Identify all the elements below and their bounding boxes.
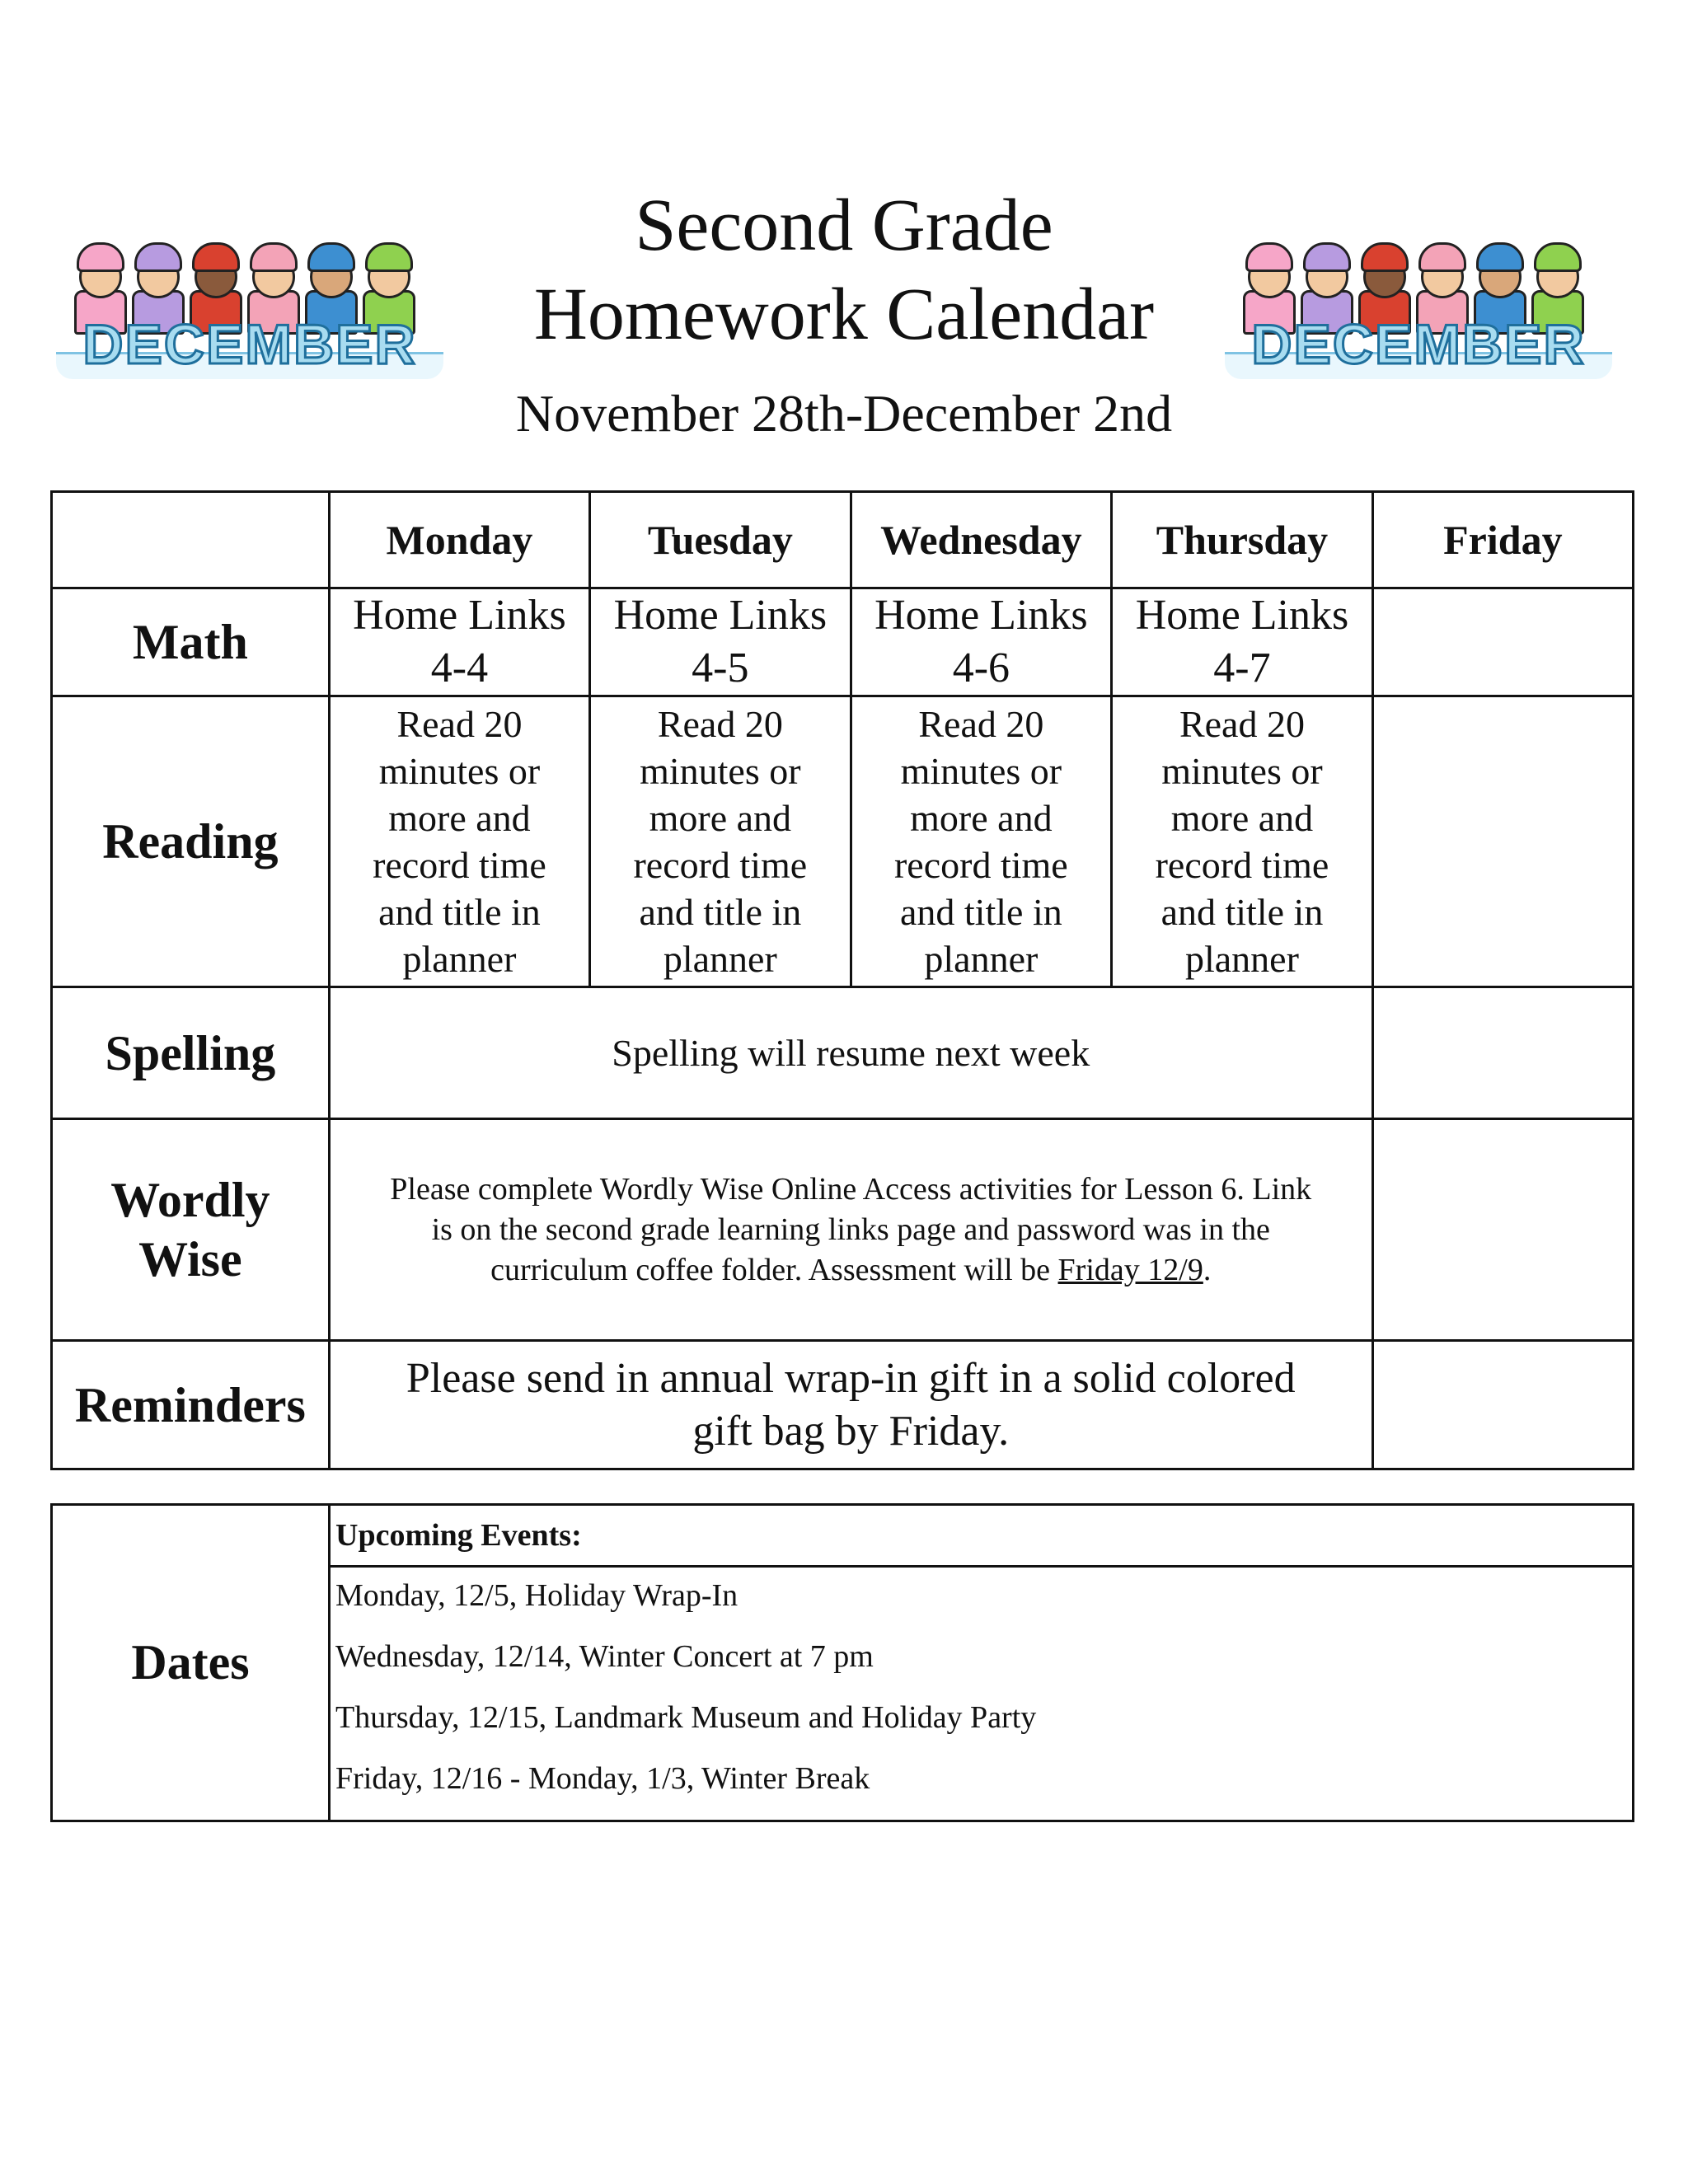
december-word-art: DECEMBER bbox=[82, 313, 417, 376]
upcoming-events-heading: Upcoming Events: bbox=[330, 1505, 1634, 1567]
day-header-friday: Friday bbox=[1372, 492, 1633, 588]
page-title bbox=[0, 181, 1688, 359]
event-list bbox=[330, 1567, 1634, 1821]
spelling-row bbox=[52, 987, 1634, 1119]
reading-cell-monday: Read 20 minutes or more and record time and title in planner bbox=[329, 696, 589, 987]
wordly-wise-row bbox=[52, 1119, 1634, 1341]
row-label-dates: Dates bbox=[52, 1505, 330, 1821]
reading-row bbox=[52, 696, 1634, 987]
day-header-tuesday: Tuesday bbox=[590, 492, 851, 588]
upcoming-dates-table bbox=[50, 1503, 1634, 1822]
reminders-cell-friday bbox=[1372, 1341, 1633, 1469]
math-cell-thursday: Home Links 4-7 bbox=[1112, 588, 1373, 696]
day-header-wednesday: Wednesday bbox=[851, 492, 1112, 588]
wordly-wise-cell-friday bbox=[1372, 1119, 1633, 1341]
math-cell-tuesday: Home Links 4-5 bbox=[590, 588, 851, 696]
math-cell-monday: Home Links 4-4 bbox=[329, 588, 589, 696]
december-word-art: DECEMBER bbox=[1251, 313, 1586, 376]
day-header-thursday: Thursday bbox=[1112, 492, 1373, 588]
row-label-reminders: Reminders bbox=[52, 1341, 330, 1469]
title-line-2: Homework Calendar bbox=[533, 274, 1155, 355]
wordly-wise-note: Please complete Wordly Wise Online Access activities for Lesson 6. Link is on the second grade learning links page and password was in the curriculum coffee folder. Assessment will be Friday 12/9. bbox=[329, 1119, 1372, 1341]
reading-cell-tuesday: Read 20 minutes or more and record time and title in planner bbox=[590, 696, 851, 987]
list-item: Wednesday, 12/14, Winter Concert at 7 pm bbox=[335, 1639, 874, 1674]
corner-cell bbox=[52, 492, 330, 588]
list-item: Thursday, 12/15, Landmark Museum and Holiday Party bbox=[335, 1700, 1037, 1735]
row-label-spelling: Spelling bbox=[52, 987, 330, 1119]
assessment-date: Friday 12/9 bbox=[1057, 1252, 1203, 1287]
row-label-reading: Reading bbox=[52, 696, 330, 987]
reading-cell-thursday: Read 20 minutes or more and record time and title in planner bbox=[1112, 696, 1373, 987]
title-line-1: Second Grade bbox=[635, 185, 1053, 266]
reminders-note: Please send in annual wrap-in gift in a solid colored gift bag by Friday. bbox=[329, 1341, 1372, 1469]
math-cell-wednesday: Home Links 4-6 bbox=[851, 588, 1112, 696]
homework-table bbox=[50, 490, 1634, 1470]
reading-cell-wednesday: Read 20 minutes or more and record time and title in planner bbox=[851, 696, 1112, 987]
reminders-row bbox=[52, 1341, 1634, 1469]
math-row bbox=[52, 588, 1634, 696]
spelling-cell-friday bbox=[1372, 987, 1633, 1119]
day-header-monday: Monday bbox=[329, 492, 589, 588]
day-header-row bbox=[52, 492, 1634, 588]
date-range-subtitle: November 28th-December 2nd bbox=[515, 384, 1173, 443]
spelling-note: Spelling will resume next week bbox=[329, 987, 1372, 1119]
list-item: Monday, 12/5, Holiday Wrap-In bbox=[335, 1578, 738, 1613]
reading-cell-friday bbox=[1372, 696, 1633, 987]
row-label-math: Math bbox=[52, 588, 330, 696]
row-label-wordly-wise: Wordly Wise bbox=[52, 1119, 330, 1341]
math-cell-friday bbox=[1372, 588, 1633, 696]
list-item: Friday, 12/16 - Monday, 1/3, Winter Break bbox=[335, 1761, 870, 1796]
